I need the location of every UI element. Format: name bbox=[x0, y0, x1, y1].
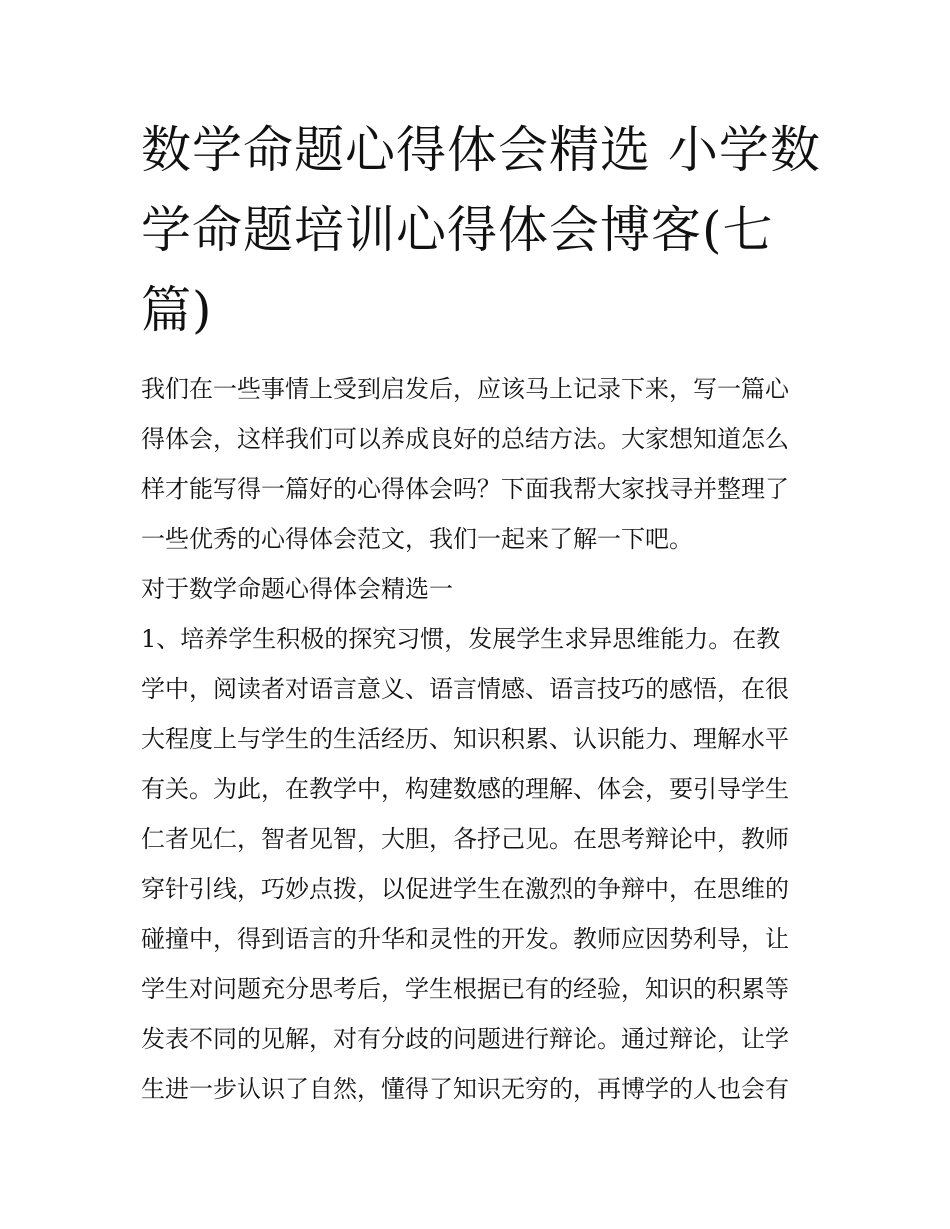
paragraph-1-line-3: 大程度上与学生的生活经历、知识积累、认识能力、理解水平 bbox=[141, 725, 789, 753]
paragraph-1-line-4: 有关。为此，在教学中，构建数感的理解、体会，要引导学生 bbox=[141, 775, 789, 803]
title-line-3: 篇) bbox=[141, 281, 213, 339]
title-line-2: 学命题培训心得体会博客(七 bbox=[141, 201, 774, 259]
paragraph-1-line-1: 1、培养学生积极的探究习惯，发展学生求异思维能力。在教 bbox=[141, 625, 781, 653]
intro-line-2: 得体会，这样我们可以养成良好的总结方法。大家想知道怎么 bbox=[141, 425, 789, 453]
section-heading: 对于数学命题心得体会精选一 bbox=[141, 575, 453, 603]
document-body bbox=[141, 364, 816, 1114]
intro-paragraph bbox=[141, 364, 816, 564]
paragraph-1-line-8: 学生对问题充分思考后，学生根据已有的经验，知识的积累等 bbox=[141, 975, 789, 1003]
paragraph-1-line-9: 发表不同的见解，对有分歧的问题进行辩论。通过辩论，让学 bbox=[141, 1025, 789, 1053]
intro-line-3: 样才能写得一篇好的心得体会吗？下面我帮大家找寻并整理了 bbox=[141, 475, 789, 503]
document-content bbox=[141, 110, 821, 1114]
intro-line-4: 一些优秀的心得体会范文，我们一起来了解一下吧。 bbox=[141, 525, 693, 553]
title-line-1: 数学命题心得体会精选 小学数 bbox=[141, 121, 821, 179]
intro-line-1: 我们在一些事情上受到启发后，应该马上记录下来，写一篇心 bbox=[141, 375, 789, 403]
paragraph-1-line-2: 学中，阅读者对语言意义、语言情感、语言技巧的感悟，在很 bbox=[141, 675, 789, 703]
paragraph-1-line-10: 生进一步认识了自然，懂得了知识无穷的，再博学的人也会有 bbox=[141, 1075, 789, 1103]
paragraph-1 bbox=[141, 614, 816, 1114]
paragraph-1-line-7: 碰撞中，得到语言的升华和灵性的开发。教师应因势利导，让 bbox=[141, 925, 789, 953]
paragraph-1-line-6: 穿针引线，巧妙点拨，以促进学生在激烈的争辩中，在思维的 bbox=[141, 875, 789, 903]
paragraph-1-line-5: 仁者见仁，智者见智，大胆，各抒己见。在思考辩论中，教师 bbox=[141, 825, 789, 853]
document-title bbox=[141, 110, 821, 350]
